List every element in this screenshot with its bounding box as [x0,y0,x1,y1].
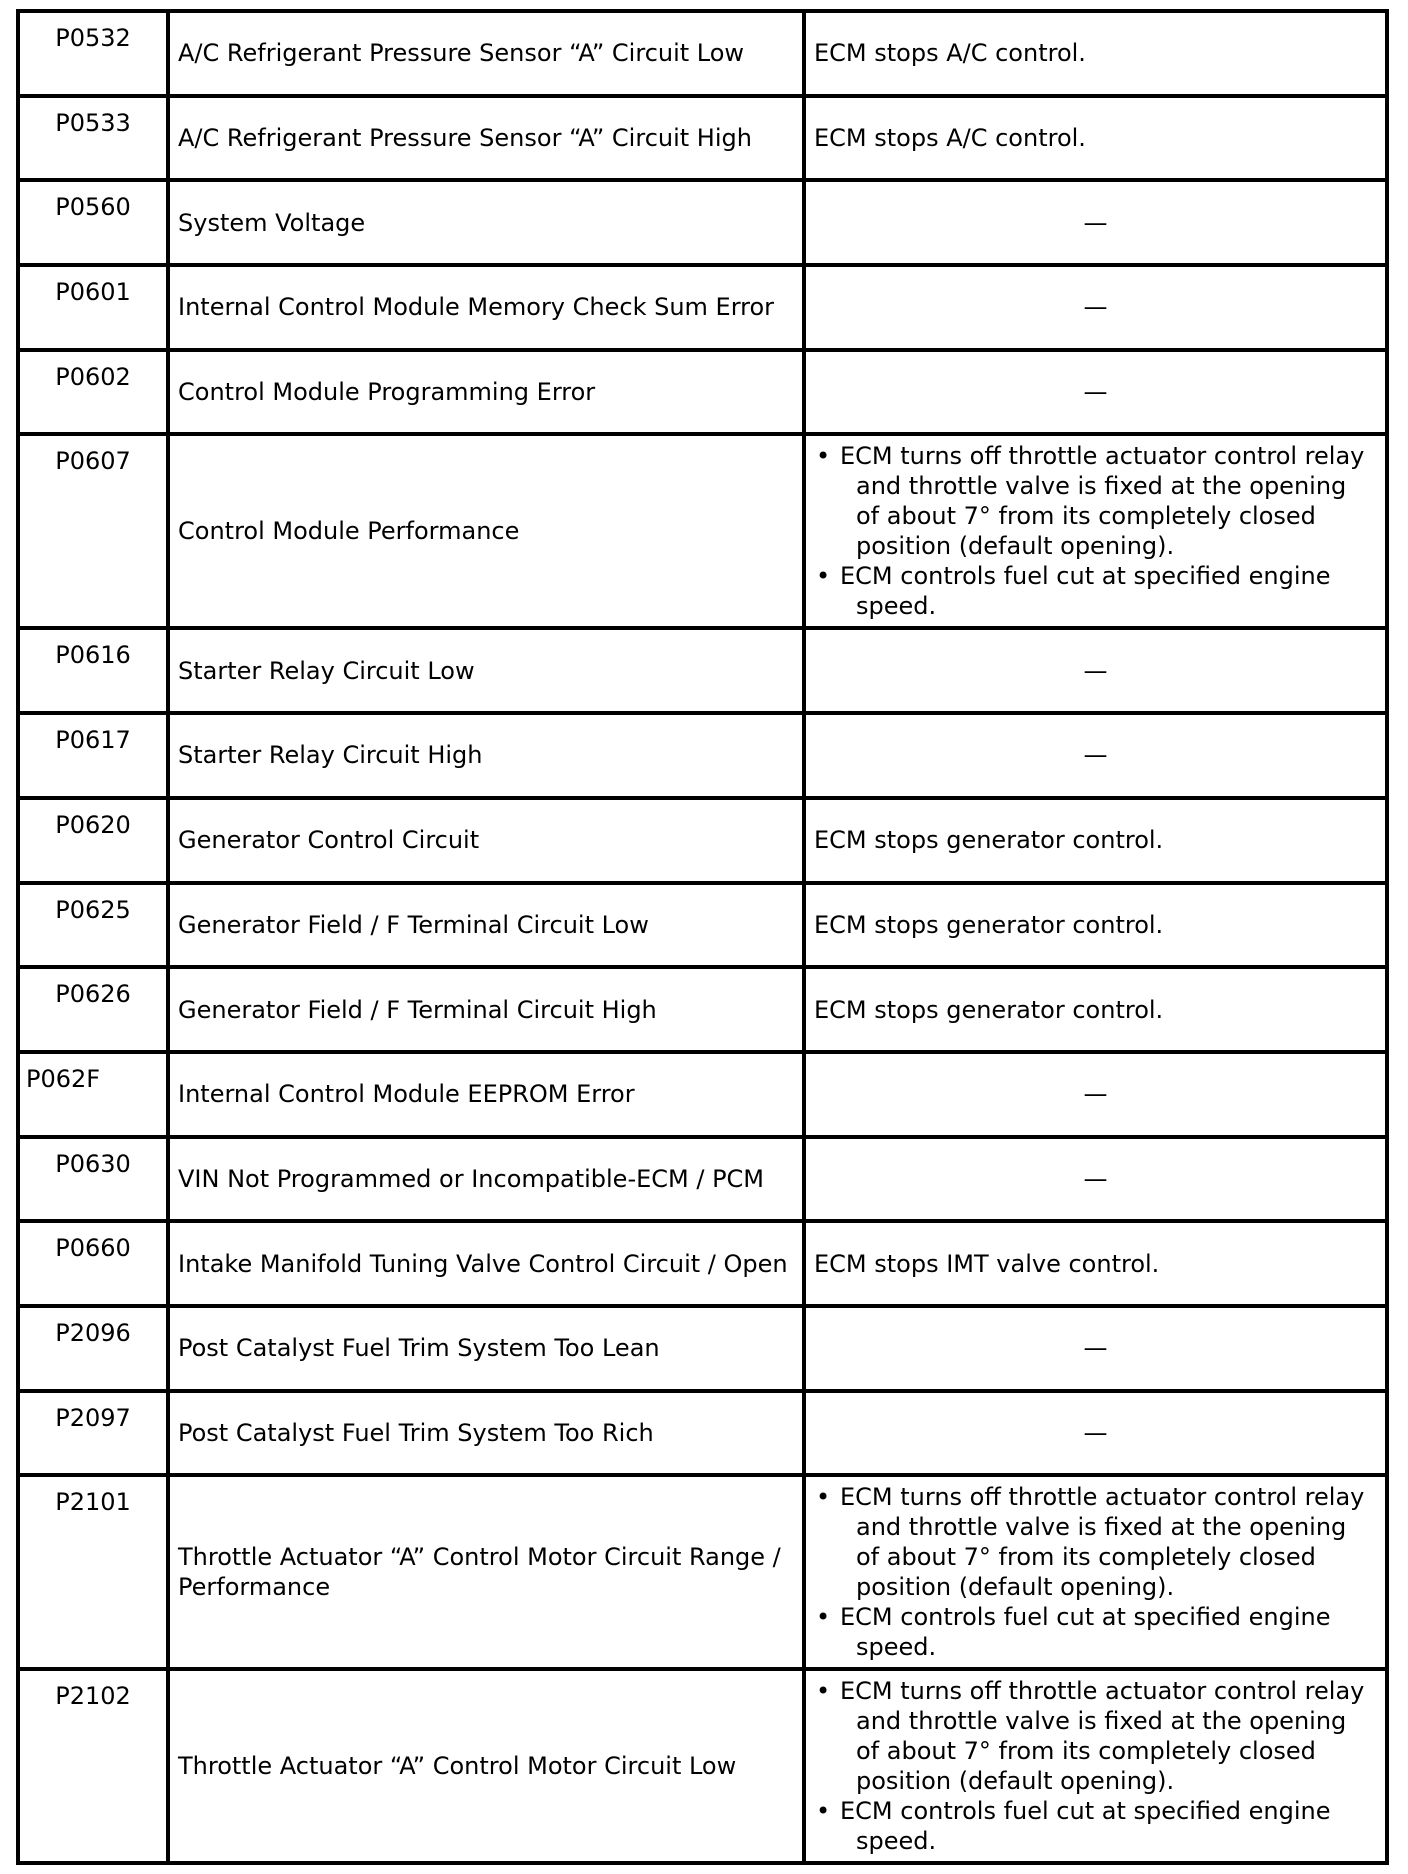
table-row [18,713,1387,798]
dtc-description: Generator Field / F Terminal Circuit Low [168,883,804,968]
dtc-code: P0660 [18,1221,168,1306]
dtc-code: P0607 [18,434,168,628]
fail-safe-action: ECM stops generator control. [804,967,1387,1052]
dtc-code: P0533 [18,96,168,181]
dtc-code: P0617 [18,713,168,798]
fail-safe-action: — [804,265,1387,350]
fail-safe-action [804,1475,1387,1669]
fail-safe-action: — [804,1052,1387,1137]
table-row [18,265,1387,350]
table-row [18,883,1387,968]
table-row [18,434,1387,628]
dtc-description: Control Module Programming Error [168,350,804,435]
dtc-description: System Voltage [168,180,804,265]
fail-safe-action: — [804,713,1387,798]
fail-safe-action: ECM stops generator control. [804,883,1387,968]
table-row [18,1391,1387,1476]
dtc-description: Throttle Actuator “A” Control Motor Circuit Range / Performance [168,1475,804,1669]
dtc-description: Control Module Performance [168,434,804,628]
table-row [18,96,1387,181]
fail-safe-action: — [804,628,1387,713]
dtc-description: Internal Control Module EEPROM Error [168,1052,804,1137]
dtc-description: Throttle Actuator “A” Control Motor Circuit Low [168,1669,804,1863]
dtc-code: P2102 [18,1669,168,1863]
table-row [18,1475,1387,1669]
action-list [814,441,1377,621]
fail-safe-action: — [804,350,1387,435]
action-list-item: • ECM turns off throttle actuator control relay and throttle valve is fixed at the opening of about 7° from its completely closed position (default opening). [814,1482,1377,1602]
dtc-description: Intake Manifold Tuning Valve Control Circuit / Open [168,1221,804,1306]
table-row [18,350,1387,435]
dtc-description: Starter Relay Circuit Low [168,628,804,713]
dtc-code: P2101 [18,1475,168,1669]
fail-safe-action [804,434,1387,628]
dtc-description: Generator Control Circuit [168,798,804,883]
table-row [18,11,1387,96]
dtc-code: P0602 [18,350,168,435]
dtc-code: P2097 [18,1391,168,1476]
fail-safe-action [804,1669,1387,1863]
dtc-description: VIN Not Programmed or Incompatible-ECM / PCM [168,1137,804,1222]
table-row [18,1052,1387,1137]
fail-safe-action: ECM stops A/C control. [804,11,1387,96]
dtc-description: Starter Relay Circuit High [168,713,804,798]
dtc-code: P0560 [18,180,168,265]
action-list-item: • ECM turns off throttle actuator control relay and throttle valve is fixed at the opening of about 7° from its completely closed position (default opening). [814,441,1377,561]
action-list-item: • ECM controls fuel cut at specified engine speed. [814,1796,1377,1856]
table-row [18,967,1387,1052]
dtc-code: P0601 [18,265,168,350]
dtc-description: Post Catalyst Fuel Trim System Too Lean [168,1306,804,1391]
dtc-code: P0626 [18,967,168,1052]
table-row [18,1306,1387,1391]
dtc-table [16,9,1389,1865]
action-list [814,1482,1377,1662]
table-row [18,1221,1387,1306]
action-list-item: • ECM controls fuel cut at specified engine speed. [814,1602,1377,1662]
dtc-description: A/C Refrigerant Pressure Sensor “A” Circuit High [168,96,804,181]
dtc-description: A/C Refrigerant Pressure Sensor “A” Circuit Low [168,11,804,96]
dtc-code: P0625 [18,883,168,968]
dtc-code: P0616 [18,628,168,713]
fail-safe-action: — [804,1137,1387,1222]
fail-safe-action: — [804,180,1387,265]
table-row [18,180,1387,265]
dtc-code: P0532 [18,11,168,96]
dtc-code: P062F [18,1052,168,1137]
action-list-item: • ECM controls fuel cut at specified engine speed. [814,561,1377,621]
table-row [18,1669,1387,1863]
dtc-code: P0630 [18,1137,168,1222]
fail-safe-action: — [804,1306,1387,1391]
table-row [18,628,1387,713]
fail-safe-action: — [804,1391,1387,1476]
dtc-description: Generator Field / F Terminal Circuit High [168,967,804,1052]
table-row [18,798,1387,883]
fail-safe-action: ECM stops generator control. [804,798,1387,883]
dtc-code: P2096 [18,1306,168,1391]
action-list-item: • ECM turns off throttle actuator control relay and throttle valve is fixed at the opening of about 7° from its completely closed position (default opening). [814,1676,1377,1796]
fail-safe-action: ECM stops A/C control. [804,96,1387,181]
action-list [814,1676,1377,1856]
fail-safe-action: ECM stops IMT valve control. [804,1221,1387,1306]
dtc-description: Internal Control Module Memory Check Sum Error [168,265,804,350]
table-row [18,1137,1387,1222]
dtc-description: Post Catalyst Fuel Trim System Too Rich [168,1391,804,1476]
dtc-code: P0620 [18,798,168,883]
